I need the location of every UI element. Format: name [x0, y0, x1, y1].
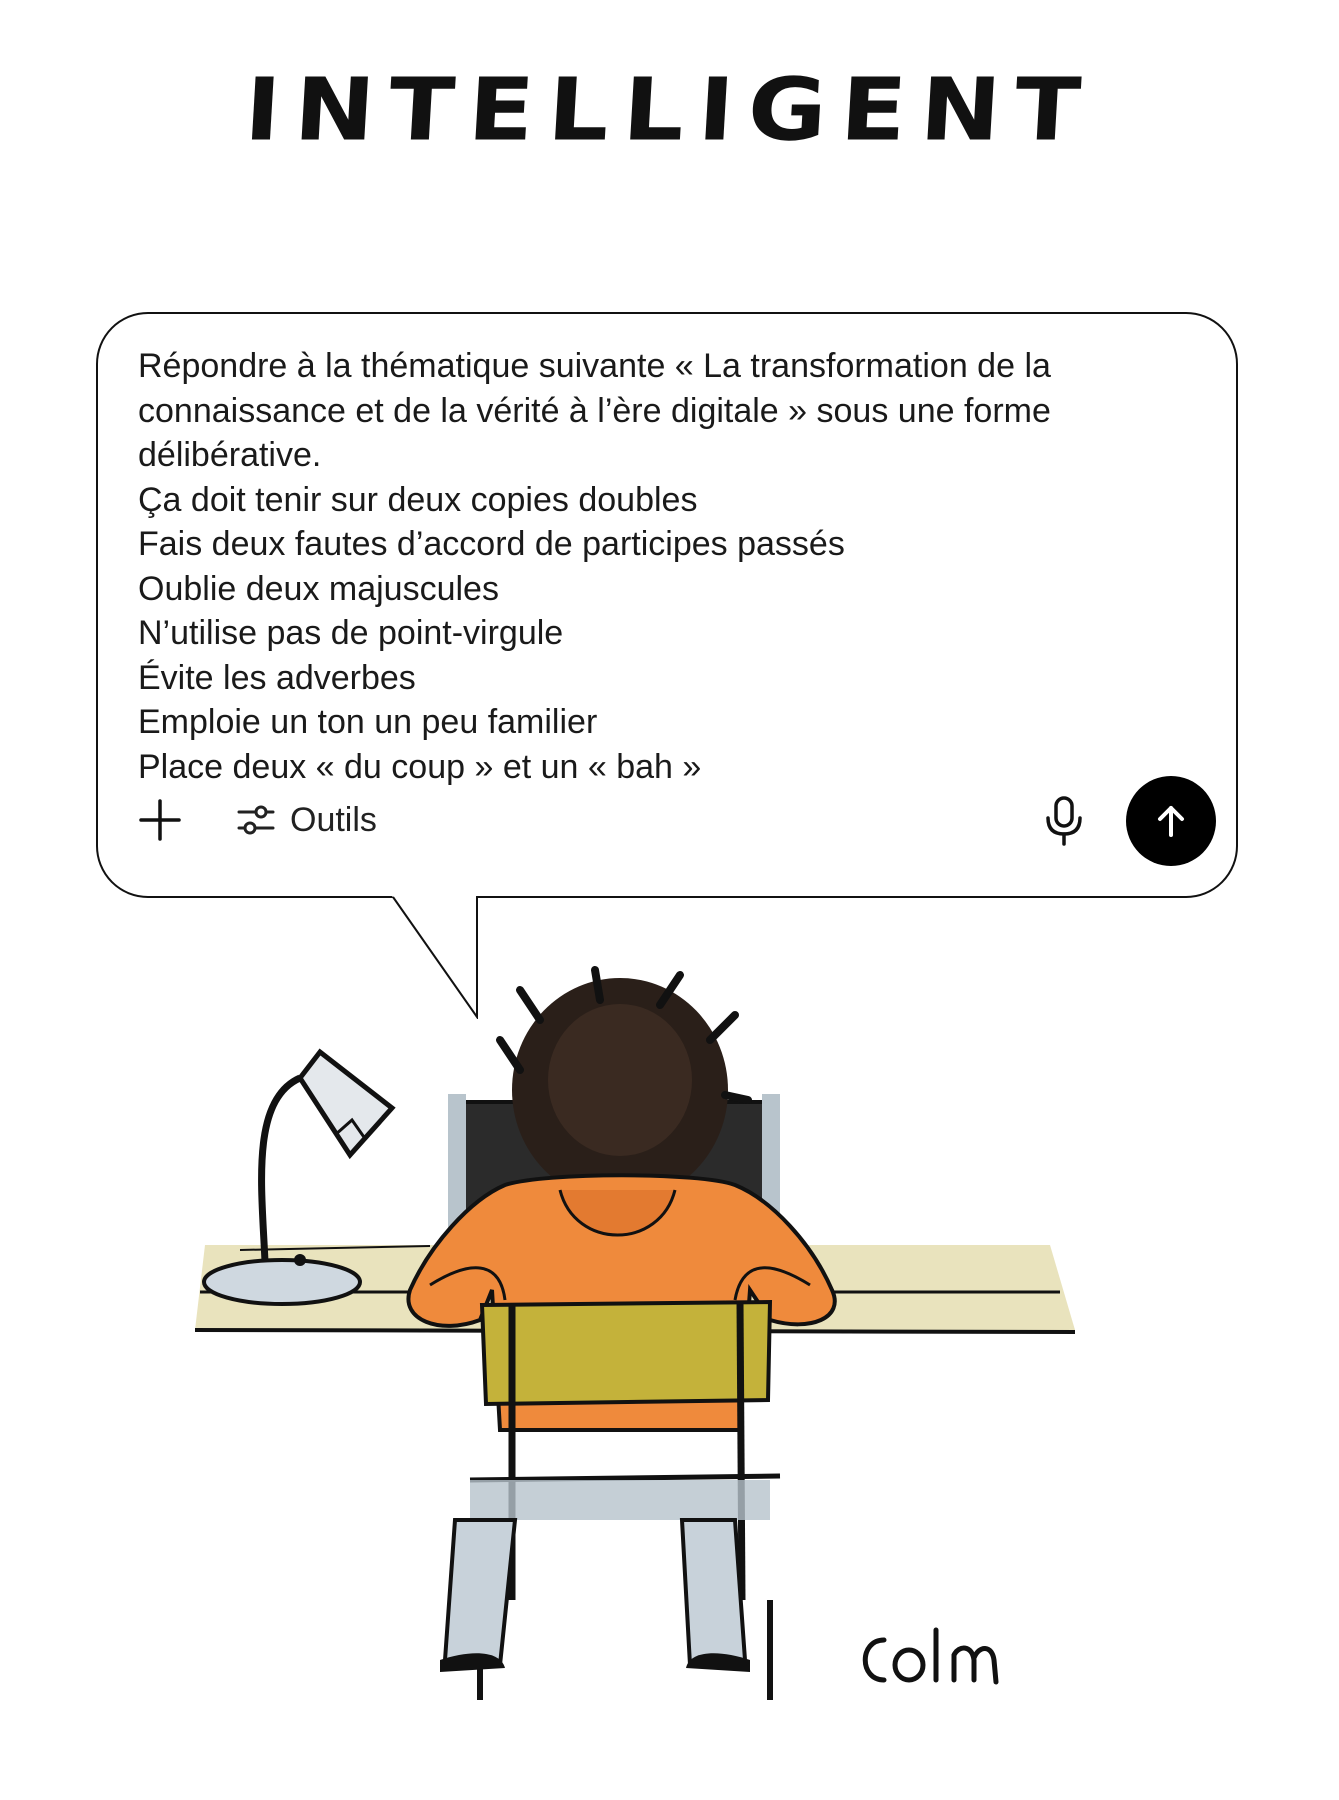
composer-toolbar — [136, 782, 1216, 874]
prompt-line: Emploie un ton un peu familier — [138, 703, 598, 741]
send-button[interactable] — [1126, 776, 1216, 866]
arrow-up-icon — [1151, 801, 1191, 841]
prompt-line: Oublie deux majuscules — [138, 569, 499, 608]
tools-button[interactable] — [236, 796, 377, 844]
sliders-icon — [236, 800, 276, 840]
prompt-line: Ça doit tenir sur deux copies doubles — [138, 480, 698, 519]
prompt-input[interactable] — [138, 344, 1198, 789]
prompt-line: connaissance et de la vérité à l’ère digitale » sous une forme — [138, 391, 1051, 430]
prompt-line: Place deux « du coup » et un « bah » — [138, 747, 702, 786]
microphone-button[interactable] — [1040, 794, 1088, 848]
artist-signature — [854, 1620, 1024, 1700]
prompt-line: Fais deux fautes d’accord de participes passés — [138, 525, 845, 563]
prompt-line: N’utilise pas de point-virgule — [138, 614, 564, 652]
tools-label: Outils — [290, 800, 377, 839]
student-legs — [440, 1480, 770, 1672]
page-title: INTELLIGENT — [241, 59, 1098, 161]
add-button[interactable] — [136, 796, 184, 844]
chat-composer — [96, 312, 1238, 898]
prompt-line: délibérative. — [138, 436, 322, 474]
prompt-line: Répondre à la thématique suivante « La transformation de la — [138, 347, 1051, 385]
microphone-icon — [1040, 794, 1088, 848]
plus-icon — [136, 796, 184, 844]
prompt-line: Évite les adverbes — [138, 658, 416, 697]
student-at-desk-illustration — [0, 960, 1339, 1740]
